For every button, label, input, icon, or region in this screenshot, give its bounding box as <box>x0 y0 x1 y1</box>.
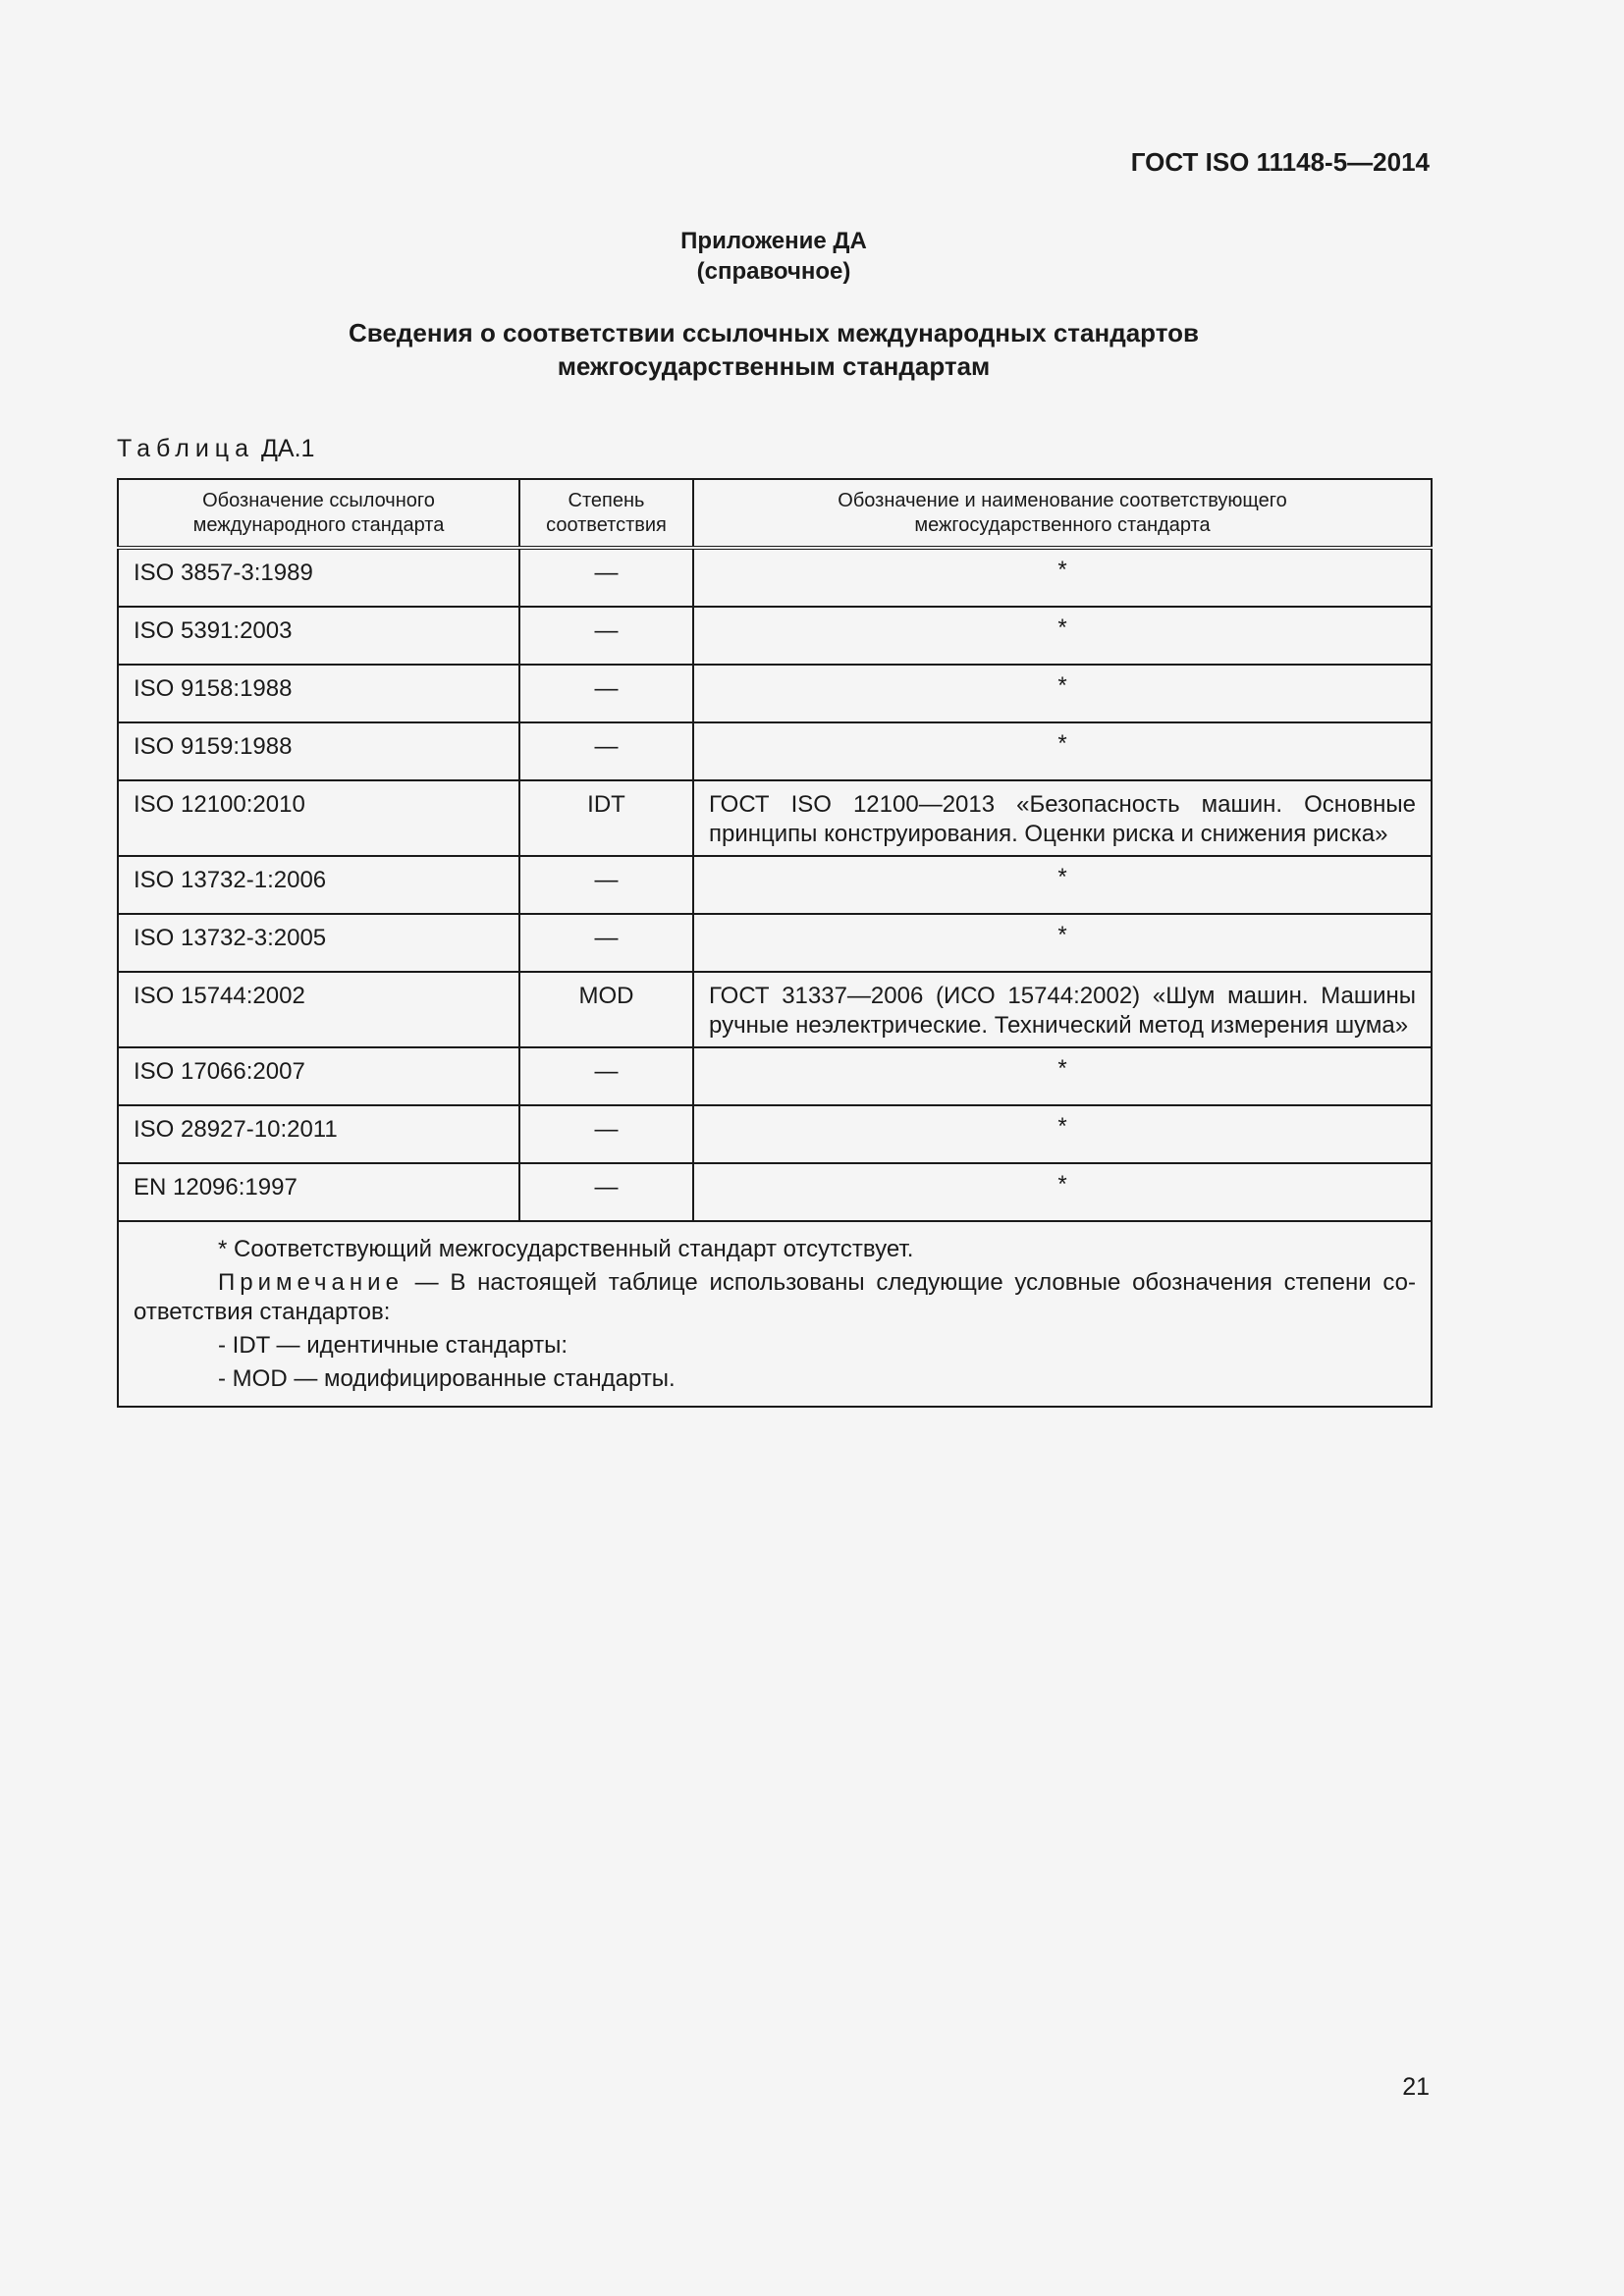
header-standard-line-1: Обозначение ссылочного <box>202 489 435 511</box>
cell-degree: — <box>519 1163 693 1221</box>
cell-gost: * <box>693 1105 1432 1163</box>
table-row <box>118 780 1432 856</box>
header-standard-line-2: международного стандарта <box>192 513 445 536</box>
cell-standard: ISO 13732-3:2005 <box>118 914 519 972</box>
cell-gost: * <box>693 607 1432 665</box>
appendix-subtitle: (справочное) <box>696 258 851 285</box>
note-item-mod: - MOD — модифицированные стандарты. <box>218 1365 676 1392</box>
cell-standard: ISO 15744:2002 <box>118 972 519 1047</box>
cell-gost: * <box>693 856 1432 914</box>
appendix-title: Приложение ДА <box>680 228 867 254</box>
table-row <box>118 548 1432 607</box>
appendix-heading <box>117 226 1431 287</box>
table-row <box>118 856 1432 914</box>
header-gost <box>693 479 1432 548</box>
cell-standard: ISO 28927-10:2011 <box>118 1105 519 1163</box>
table-footnote-row <box>118 1221 1432 1407</box>
standards-table <box>117 478 1433 1408</box>
table-header-row <box>118 479 1432 548</box>
note-text: — В настоящей таблице использованы следующие условные обозначения степени соответствия стандартов: <box>134 1269 1416 1325</box>
table-row <box>118 914 1432 972</box>
header-degree-line-2: соответствия <box>546 513 667 536</box>
table-footnote <box>118 1221 1432 1407</box>
cell-degree: IDT <box>519 780 693 856</box>
page-number: 21 <box>1402 2073 1430 2101</box>
cell-degree: — <box>519 856 693 914</box>
cell-gost: * <box>693 1047 1432 1105</box>
section-title-line-1: Сведения о соответствии ссылочных международных стандартов <box>349 318 1199 347</box>
cell-gost: * <box>693 722 1432 780</box>
section-title-line-2: межгосударственным стандартам <box>557 351 991 381</box>
table-note <box>134 1268 1416 1327</box>
cell-degree: — <box>519 1047 693 1105</box>
header-degree <box>519 479 693 548</box>
cell-gost: * <box>693 548 1432 607</box>
note-label: Примечание <box>218 1269 404 1296</box>
cell-degree: — <box>519 548 693 607</box>
cell-standard: ISO 9159:1988 <box>118 722 519 780</box>
cell-gost: * <box>693 665 1432 722</box>
table-row <box>118 722 1432 780</box>
footnote-asterisk: * Соответствующий межгосударственный стандарт отсутствует. <box>218 1236 914 1262</box>
table-row <box>118 972 1432 1047</box>
table-row <box>118 665 1432 722</box>
cell-degree: MOD <box>519 972 693 1047</box>
cell-standard: ISO 3857-3:1989 <box>118 548 519 607</box>
cell-degree: — <box>519 607 693 665</box>
table-row <box>118 607 1432 665</box>
cell-gost: * <box>693 1163 1432 1221</box>
table-caption-word: Таблица <box>117 435 255 462</box>
table-caption-number: ДА.1 <box>260 435 315 462</box>
header-gost-line-1: Обозначение и наименование соответствующего <box>838 489 1287 511</box>
cell-degree: — <box>519 722 693 780</box>
header-gost-line-2: межгосударственного стандарта <box>914 513 1211 536</box>
header-standard <box>118 479 519 548</box>
cell-standard: ISO 17066:2007 <box>118 1047 519 1105</box>
cell-standard: EN 12096:1997 <box>118 1163 519 1221</box>
table-row <box>118 1047 1432 1105</box>
note-item-idt: - IDT — идентичные стандарты: <box>218 1332 568 1359</box>
header-degree-line-1: Степень <box>568 489 645 511</box>
cell-standard: ISO 5391:2003 <box>118 607 519 665</box>
cell-gost: ГОСТ ISO 12100—2013 «Безопасность машин. Основные принципы конструирования. Оценки риска и снижения риска» <box>693 780 1432 856</box>
cell-degree: — <box>519 914 693 972</box>
cell-standard: ISO 12100:2010 <box>118 780 519 856</box>
cell-degree: — <box>519 665 693 722</box>
table-caption <box>117 435 314 463</box>
cell-standard: ISO 9158:1988 <box>118 665 519 722</box>
document-code: ГОСТ ISO 11148-5—2014 <box>1130 147 1430 177</box>
cell-gost: * <box>693 914 1432 972</box>
section-title <box>117 316 1431 383</box>
table-row <box>118 1105 1432 1163</box>
table-row <box>118 1163 1432 1221</box>
cell-degree: — <box>519 1105 693 1163</box>
cell-gost: ГОСТ 31337—2006 (ИСО 15744:2002) «Шум машин. Машины ручные неэлектрические. Технический метод измерения шума» <box>693 972 1432 1047</box>
cell-standard: ISO 13732-1:2006 <box>118 856 519 914</box>
